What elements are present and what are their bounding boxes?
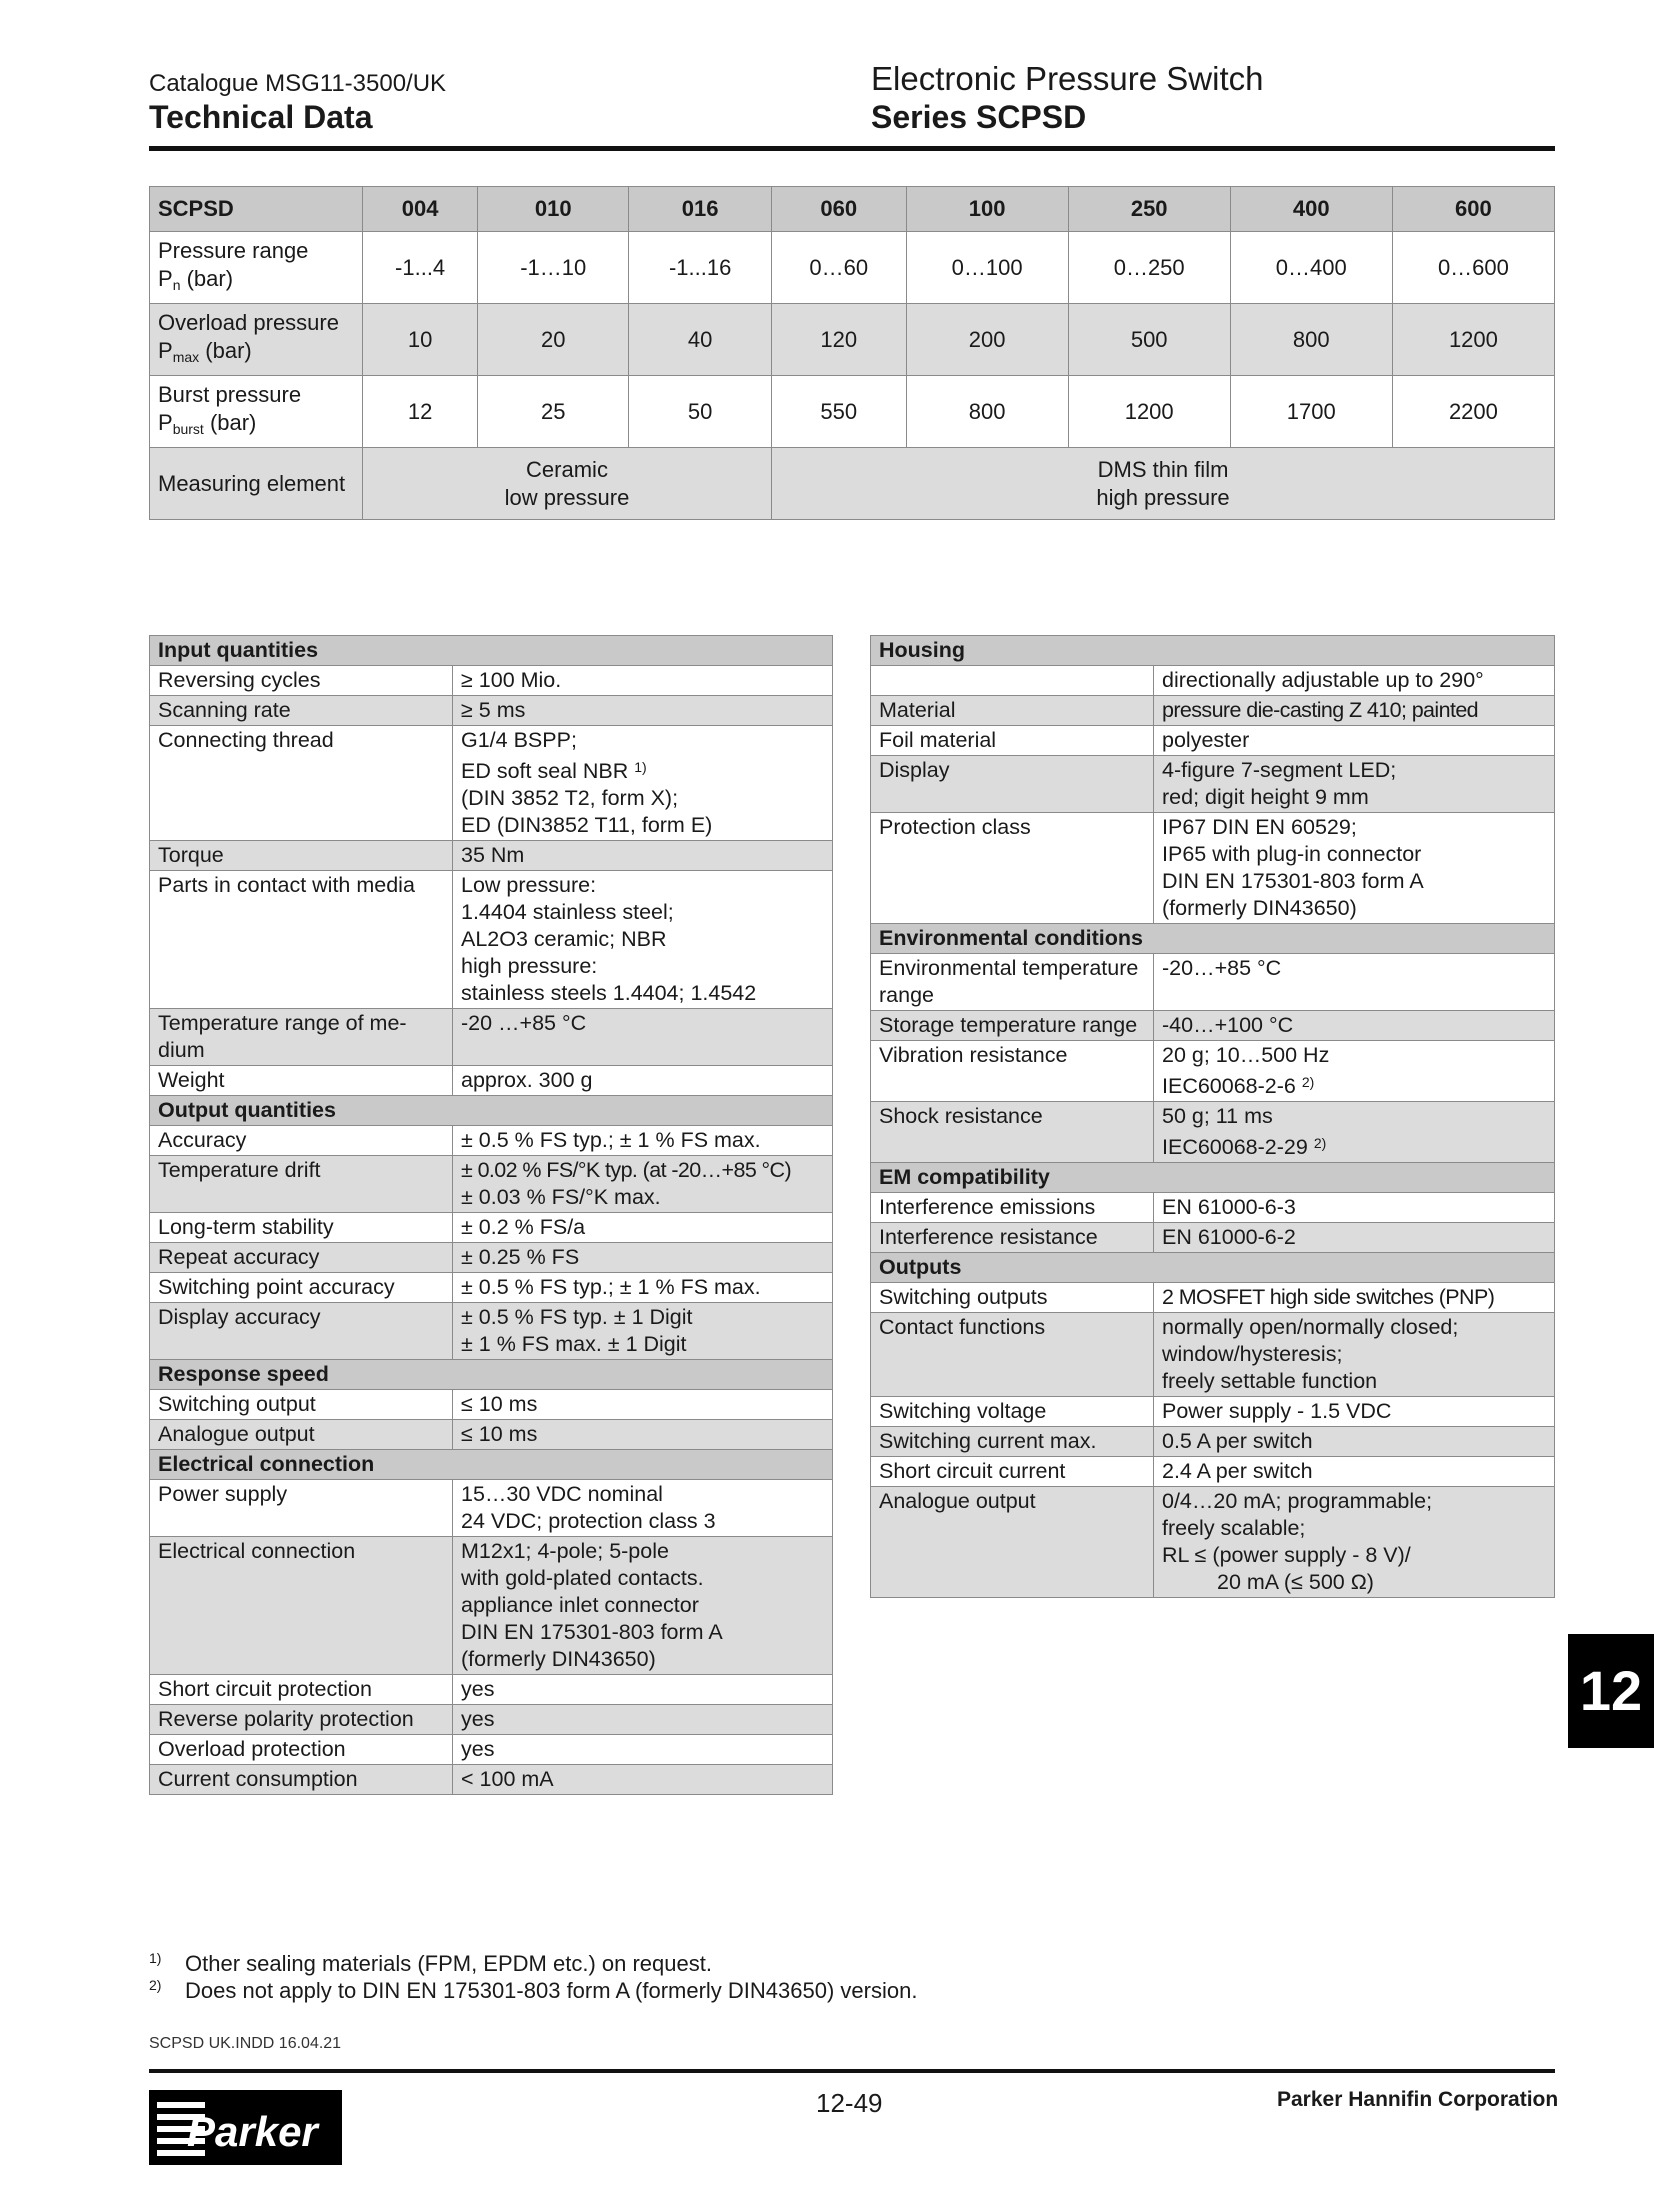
section-header-row: [871, 636, 1555, 666]
spec-key: Connecting thread: [150, 726, 453, 841]
table-row: [150, 376, 1555, 448]
spec-value: EN 61000-6-2: [1154, 1223, 1555, 1253]
value-line: [1162, 1130, 1546, 1161]
parker-logo: [149, 2090, 342, 2165]
value-line: 15…30 VDC nominal: [461, 1482, 663, 1506]
table-row: [150, 304, 1555, 376]
spec-key: Protection class: [871, 813, 1154, 924]
spec-key: Repeat accuracy: [150, 1243, 453, 1273]
spec-value: [1154, 1102, 1555, 1163]
value-line: [1162, 1069, 1546, 1100]
table-cell: -1...16: [629, 232, 772, 304]
footnote-ref: 2): [1301, 1074, 1315, 1090]
catalogue-number: Catalogue MSG11-3500/UK: [149, 70, 447, 97]
unit: (bar): [209, 409, 257, 435]
spec-value: [453, 871, 833, 1009]
right-spec-table: [870, 635, 1555, 1598]
spec-value: ≤ 10 ms: [453, 1420, 833, 1450]
value-line: normally open/normally closed;: [1162, 1315, 1459, 1339]
table-row: [150, 1705, 833, 1735]
section-title: Output quantities: [150, 1096, 833, 1126]
table-cell: [772, 448, 1555, 520]
table-cell: 1700: [1230, 376, 1392, 448]
spec-key: Analogue output: [871, 1487, 1154, 1598]
key-line: dium: [158, 1038, 205, 1062]
spec-key: Short circuit current: [871, 1457, 1154, 1487]
spec-value: ± 0.2 % FS/a: [453, 1213, 833, 1243]
value-line: 24 VDC; protection class 3: [461, 1509, 716, 1533]
table-row: [871, 1011, 1555, 1041]
symbol-subscript: n: [172, 276, 181, 293]
spec-value: directionally adjustable up to 290°: [1154, 666, 1555, 696]
spec-key: Switching point accuracy: [150, 1273, 453, 1303]
symbol: P: [158, 409, 173, 435]
table-cell: 200: [906, 304, 1068, 376]
value-line: 0/4…20 mA; programmable;: [1162, 1489, 1433, 1513]
table-row: [150, 1390, 833, 1420]
logo-text: Parker: [187, 2108, 318, 2155]
table-row: [871, 1313, 1555, 1397]
value-line: IP65 with plug-in connector: [1162, 842, 1422, 866]
spec-key: Vibration resistance: [871, 1041, 1154, 1102]
table-cell: 12: [363, 376, 478, 448]
spec-key: Overload protection: [150, 1735, 453, 1765]
value-line: (formerly DIN43650): [461, 1647, 656, 1671]
table-row: [150, 726, 833, 841]
spec-value: [1154, 813, 1555, 924]
table-row: [871, 1283, 1555, 1313]
row-label: [150, 304, 363, 376]
value-line: with gold-plated contacts.: [461, 1566, 704, 1590]
section-title: EM compatibility: [871, 1163, 1555, 1193]
table-row: [871, 726, 1555, 756]
table-cell: 0…250: [1068, 232, 1230, 304]
value-line: G1/4 BSPP;: [461, 728, 577, 752]
spec-key: Current consumption: [150, 1765, 453, 1795]
spec-key: [150, 1009, 453, 1066]
spec-key: Electrical connection: [150, 1537, 453, 1675]
table-cell: 500: [1068, 304, 1230, 376]
section-header-row: [150, 1450, 833, 1480]
spec-value: [453, 726, 833, 841]
spec-key: Power supply: [150, 1480, 453, 1537]
table-cell: 800: [1230, 304, 1392, 376]
table-row: [150, 696, 833, 726]
table-cell: 800: [906, 376, 1068, 448]
symbol: P: [158, 337, 173, 363]
section-header-row: [150, 1360, 833, 1390]
value-line: ± 1 % FS max. ± 1 Digit: [461, 1332, 687, 1356]
value-line: window/hysteresis;: [1162, 1342, 1343, 1366]
spec-key: Interference resistance: [871, 1223, 1154, 1253]
footer-rule: [149, 2069, 1555, 2073]
value-line: M12x1; 4-pole; 5-pole: [461, 1539, 669, 1563]
value-line: IP67 DIN EN 60529;: [1162, 815, 1357, 839]
column-header: 016: [629, 187, 772, 232]
footnote: [149, 1977, 917, 2004]
spec-value: < 100 mA: [453, 1765, 833, 1795]
table-row: [871, 1223, 1555, 1253]
spec-key: Parts in contact with media: [150, 871, 453, 1009]
table-row: [871, 756, 1555, 813]
value-line: 20 mA (≤ 500 Ω): [1217, 1570, 1374, 1594]
spec-value: -20 …+85 °C: [453, 1009, 833, 1066]
spec-value: approx. 300 g: [453, 1066, 833, 1096]
footnote: [149, 1950, 712, 1977]
footnote-mark: 1): [149, 1950, 162, 1966]
spec-key: Material: [871, 696, 1154, 726]
table-row: [150, 1213, 833, 1243]
value-line: DIN EN 175301-803 form A: [1162, 869, 1424, 893]
value-line: ± 0.02 % FS/°K typ. (at -20…+85 °C): [461, 1158, 792, 1182]
spec-key: [871, 666, 1154, 696]
measuring-low-range: low pressure: [504, 484, 630, 510]
value-text: IEC60068-2-6: [1162, 1074, 1296, 1098]
spec-value: [1154, 1487, 1555, 1598]
spec-key: Switching outputs: [871, 1283, 1154, 1313]
table-cell: -1...4: [363, 232, 478, 304]
spec-key: Contact functions: [871, 1313, 1154, 1397]
spec-key: Display accuracy: [150, 1303, 453, 1360]
spec-key: Interference emissions: [871, 1193, 1154, 1223]
section-header-row: [871, 924, 1555, 954]
spec-value: ± 0.5 % FS typ.; ± 1 % FS max.: [453, 1126, 833, 1156]
unit: (bar): [205, 337, 252, 363]
table-cell: 40: [629, 304, 772, 376]
spec-value: polyester: [1154, 726, 1555, 756]
table-cell: -1…10: [478, 232, 629, 304]
document-code: SCPSD UK.INDD 16.04.21: [149, 2035, 342, 2052]
row-label: [150, 376, 363, 448]
table-row: [871, 1102, 1555, 1163]
value-line: appliance inlet connector: [461, 1593, 699, 1617]
section-title: Environmental conditions: [871, 924, 1555, 954]
value-text: ED soft seal NBR: [461, 759, 629, 783]
table-cell: 120: [772, 304, 907, 376]
table-row: [871, 954, 1555, 1011]
spec-value: ± 0.5 % FS typ.; ± 1 % FS max.: [453, 1273, 833, 1303]
column-header: 004: [363, 187, 478, 232]
corporation-name: Parker Hannifin Corporation: [1277, 2088, 1559, 2111]
column-header: SCPSD: [150, 187, 363, 232]
row-label: Measuring element: [150, 448, 363, 520]
spec-value: yes: [453, 1735, 833, 1765]
spec-value: yes: [453, 1705, 833, 1735]
table-row: [150, 1066, 833, 1096]
table-row: [150, 871, 833, 1009]
spec-key: Shock resistance: [871, 1102, 1154, 1163]
footnote-text: Other sealing materials (FPM, EPDM etc.) on request.: [185, 1951, 712, 1976]
table-cell: 20: [478, 304, 629, 376]
value-line: RL ≤ (power supply - 8 V)/: [1162, 1543, 1411, 1567]
spec-value: ≥ 5 ms: [453, 696, 833, 726]
spec-key: Switching current max.: [871, 1427, 1154, 1457]
row-label-text: Overload pressure: [158, 309, 339, 335]
table-row: [150, 1765, 833, 1795]
table-cell: 2200: [1392, 376, 1554, 448]
spec-value: [453, 1303, 833, 1360]
symbol-subscript: burst: [172, 420, 204, 437]
table-row: [871, 1457, 1555, 1487]
section-title: Technical Data: [149, 99, 373, 135]
table-row: [150, 1156, 833, 1213]
spec-key: Weight: [150, 1066, 453, 1096]
column-header: 060: [772, 187, 907, 232]
value-line: ± 0.5 % FS typ. ± 1 Digit: [461, 1305, 693, 1329]
column-header: 250: [1068, 187, 1230, 232]
spec-value: 2.4 A per switch: [1154, 1457, 1555, 1487]
value-line: stainless steels 1.4404; 1.4542: [461, 981, 757, 1005]
table-row: [150, 1675, 833, 1705]
spec-key: Switching voltage: [871, 1397, 1154, 1427]
table-row: [150, 841, 833, 871]
table-row: [871, 1427, 1555, 1457]
unit: (bar): [186, 265, 234, 291]
value-text: IEC60068-2-29: [1162, 1135, 1308, 1159]
spec-key: Reversing cycles: [150, 666, 453, 696]
table-row: [150, 1243, 833, 1273]
value-line: 20 g; 10…500 Hz: [1162, 1043, 1330, 1067]
spec-key: Switching output: [150, 1390, 453, 1420]
column-header: 400: [1230, 187, 1392, 232]
value-line: ± 0.03 % FS/°K max.: [461, 1185, 661, 1209]
measuring-high-range: high pressure: [1096, 484, 1230, 510]
value-line: 1.4404 stainless steel;: [461, 900, 674, 924]
column-header: 100: [906, 187, 1068, 232]
footnote-text: Does not apply to DIN EN 175301-803 form A (formerly DIN43650) version.: [185, 1978, 918, 2003]
symbol: P: [158, 265, 173, 291]
table-row: [150, 1537, 833, 1675]
section-header-row: [871, 1253, 1555, 1283]
table-cell: 50: [629, 376, 772, 448]
spec-key: Temperature drift: [150, 1156, 453, 1213]
spec-value: ≤ 10 ms: [453, 1390, 833, 1420]
section-title: Housing: [871, 636, 1555, 666]
footnote-mark: 2): [149, 1977, 162, 1993]
spec-key: Scanning rate: [150, 696, 453, 726]
spec-value: EN 61000-6-3: [1154, 1193, 1555, 1223]
table-row: [871, 1193, 1555, 1223]
spec-key: Accuracy: [150, 1126, 453, 1156]
table-cell: 0…400: [1230, 232, 1392, 304]
table-cell: 1200: [1068, 376, 1230, 448]
section-header-row: [150, 1096, 833, 1126]
spec-key: Long-term stability: [150, 1213, 453, 1243]
key-line: Environmental temperature: [879, 956, 1139, 980]
series-title: Series SCPSD: [871, 99, 1087, 135]
section-header-row: [150, 636, 833, 666]
table-cell: 0…100: [906, 232, 1068, 304]
footnote-ref: 2): [1313, 1135, 1327, 1151]
table-cell: 1200: [1392, 304, 1554, 376]
spec-value: [453, 1480, 833, 1537]
table-row: [871, 696, 1555, 726]
spec-key: Foil material: [871, 726, 1154, 756]
column-header: 010: [478, 187, 629, 232]
row-label-text: Pressure range: [158, 237, 309, 263]
spec-key: Short circuit protection: [150, 1675, 453, 1705]
table-row: [871, 666, 1555, 696]
spec-value: 35 Nm: [453, 841, 833, 871]
table-cell: 0…60: [772, 232, 907, 304]
value-line: freely settable function: [1162, 1369, 1378, 1393]
footnote-ref: 1): [634, 759, 647, 775]
table-row: [871, 813, 1555, 924]
table-cell: 25: [478, 376, 629, 448]
table-cell: 550: [772, 376, 907, 448]
table-row: [150, 1420, 833, 1450]
table-row: [150, 448, 1555, 520]
pressure-range-table: [149, 186, 1555, 520]
value-line: (DIN 3852 T2, form X);: [461, 786, 679, 810]
value-line: high pressure:: [461, 954, 598, 978]
spec-value: yes: [453, 1675, 833, 1705]
value-line: 4-figure 7-segment LED;: [1162, 758, 1397, 782]
table-row: [150, 1009, 833, 1066]
symbol-subscript: max: [172, 348, 200, 365]
value-line: [461, 754, 824, 785]
row-label-text: Burst pressure: [158, 381, 302, 407]
table-row: [871, 1397, 1555, 1427]
section-title: Outputs: [871, 1253, 1555, 1283]
measuring-high-type: DMS thin film: [1097, 456, 1229, 482]
key-line: range: [879, 983, 934, 1007]
spec-value: pressure die-casting Z 410; painted: [1154, 696, 1555, 726]
section-title: Input quantities: [150, 636, 833, 666]
table-row: [150, 232, 1555, 304]
table-row: [871, 1041, 1555, 1102]
table-row: [150, 1735, 833, 1765]
value-line: 50 g; 11 ms: [1162, 1104, 1273, 1128]
column-header: 600: [1392, 187, 1554, 232]
value-line: AL2O3 ceramic; NBR: [461, 927, 667, 951]
value-line: freely scalable;: [1162, 1516, 1306, 1540]
value-line: DIN EN 175301-803 form A: [461, 1620, 723, 1644]
spec-value: [453, 1537, 833, 1675]
spec-key: Reverse polarity protection: [150, 1705, 453, 1735]
spec-key: [871, 954, 1154, 1011]
spec-key: Storage temperature range: [871, 1011, 1154, 1041]
section-title: Response speed: [150, 1360, 833, 1390]
value-line: ED (DIN3852 T11, form E): [461, 813, 713, 837]
section-header-row: [871, 1163, 1555, 1193]
row-label: [150, 232, 363, 304]
table-cell: [363, 448, 772, 520]
chapter-tab: 12: [1568, 1634, 1654, 1748]
table-row: [150, 1480, 833, 1537]
key-line: Temperature range of me-: [158, 1011, 407, 1035]
spec-key: Torque: [150, 841, 453, 871]
spec-value: [1154, 1313, 1555, 1397]
left-spec-table: [149, 635, 833, 1795]
spec-value: [1154, 1041, 1555, 1102]
table-row: [150, 666, 833, 696]
spec-key: Display: [871, 756, 1154, 813]
spec-key: Analogue output: [150, 1420, 453, 1450]
page-number: 12-49: [816, 2088, 883, 2118]
spec-value: [1154, 756, 1555, 813]
header-rule: [149, 146, 1555, 151]
spec-value: [453, 1156, 833, 1213]
spec-value: ≥ 100 Mio.: [453, 666, 833, 696]
table-row: [150, 1273, 833, 1303]
value-line: (formerly DIN43650): [1162, 896, 1357, 920]
table-cell: 0…600: [1392, 232, 1554, 304]
value-line: Low pressure:: [461, 873, 597, 897]
table-cell: 10: [363, 304, 478, 376]
table-row: [150, 1303, 833, 1360]
value-line: red; digit height 9 mm: [1162, 785, 1369, 809]
spec-value: 2 MOSFET high side switches (PNP): [1154, 1283, 1555, 1313]
section-title: Electrical connection: [150, 1450, 833, 1480]
table-row: [150, 1126, 833, 1156]
product-title: Electronic Pressure Switch: [871, 60, 1264, 97]
spec-value: ± 0.25 % FS: [453, 1243, 833, 1273]
spec-value: -40…+100 °C: [1154, 1011, 1555, 1041]
spec-value: 0.5 A per switch: [1154, 1427, 1555, 1457]
table-row: [871, 1487, 1555, 1598]
measuring-low-type: Ceramic: [526, 456, 608, 482]
spec-value: Power supply - 1.5 VDC: [1154, 1397, 1555, 1427]
table-header-row: [150, 187, 1555, 232]
spec-value: -20…+85 °C: [1154, 954, 1555, 1011]
